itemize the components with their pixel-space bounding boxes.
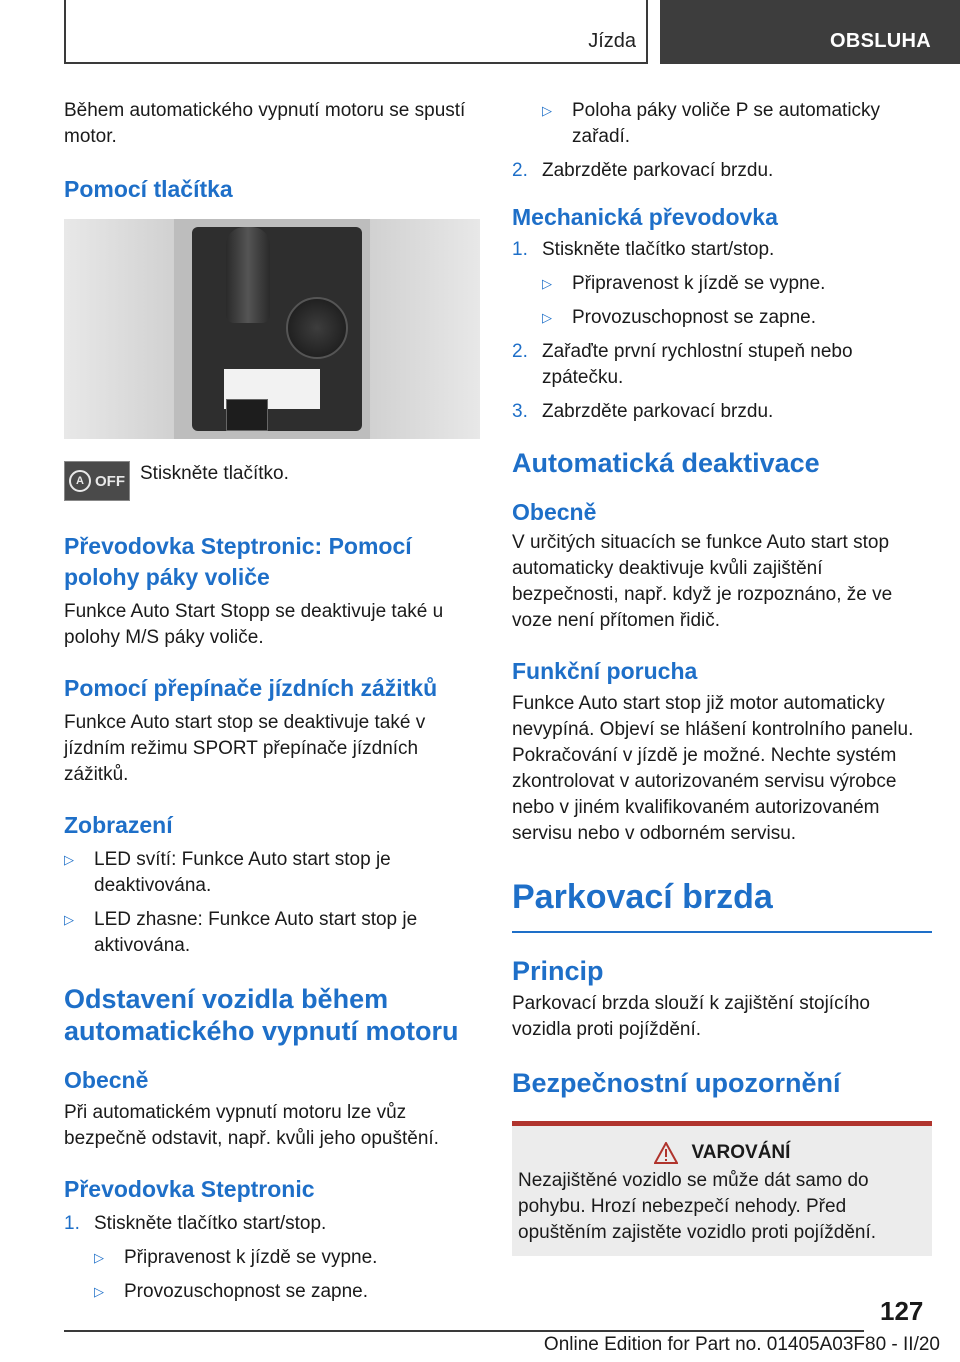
warning-triangle-icon xyxy=(654,1142,678,1164)
heading-parking-brake: Parkovací brzda xyxy=(512,878,773,916)
triangle-bullet-icon: ▷ xyxy=(542,276,552,291)
left-column xyxy=(64,98,480,1305)
display-item-1: ▷ LED svítí: Funkce Auto start stop je deaktivována. xyxy=(64,849,391,896)
steptronic-step-1: 1. Stiskněte tlačítko start/stop. xyxy=(64,1213,327,1234)
heading-auto-deactivation: Automatická deaktivace xyxy=(512,448,820,478)
button-instruction-row xyxy=(64,461,480,501)
manual-step-1: 1. Stiskněte tlačítko start/stop. xyxy=(512,239,775,260)
steptronic-step-2: 2. Zabrzděte parkovací brzdu. xyxy=(512,160,774,181)
heading-safety: Bezpečnostní upozornění xyxy=(512,1068,841,1098)
manual-step-3: 3. Zabrzděte parkovací brzdu. xyxy=(512,401,774,422)
press-button-text: Stiskněte tlačítko. xyxy=(140,463,289,484)
manual-sub-1: ▷ Připravenost k jízdě se vypne. xyxy=(542,271,932,297)
warning-title: VAROVÁNÍ xyxy=(691,1142,791,1163)
heading-steptronic-lever: Převodovka Steptronic: Pomocí polohy páky voliče xyxy=(64,533,412,590)
heading-parking: Odstavení vozidla během automatického vypnutí motoru xyxy=(64,984,459,1046)
warning-box xyxy=(512,1121,932,1256)
general-text-right: V určitých situacích se funkce Auto start stop automaticky deaktivuje kvůli zajištění bezpečnosti, např. když je rozpoznáno, že ve voze není přítomen řidič. xyxy=(512,532,893,631)
header-section-tab xyxy=(64,0,648,64)
heading-manual: Mechanická převodovka xyxy=(512,204,778,230)
principle-text: Parkovací brzda slouží k zajištění stojícího vozidla proti pojíždění. xyxy=(512,993,870,1040)
header-chapter-tab xyxy=(660,0,960,64)
heading-steptronic: Převodovka Steptronic xyxy=(64,1176,315,1202)
chapter-title: OBSLUHA xyxy=(830,30,931,52)
page-number: 127 xyxy=(880,1296,924,1326)
parking-brake-switch xyxy=(226,399,268,431)
edition-info: Online Edition for Part no. 01405A03F80 - II/20 xyxy=(543,1334,940,1355)
footer-rule xyxy=(64,1330,864,1332)
display-item-2: ▷ LED zhasne: Funkce Auto start stop je aktivována. xyxy=(64,909,418,956)
steptronic-lever-text: Funkce Auto Start Stopp se deaktivuje také u polohy M/S páky voliče. xyxy=(64,601,444,648)
heading-malfunction: Funkční porucha xyxy=(512,658,698,684)
heading-button: Pomocí tlačítka xyxy=(64,176,233,202)
steptronic-sub-1: ▷ Připravenost k jízdě se vypne. xyxy=(94,1245,480,1271)
intro-text: Během automatického vypnutí motoru se spustí motor. xyxy=(64,100,466,147)
heading-principle: Princip xyxy=(512,956,604,986)
manual-sub-2: ▷ Provozuschopnost se zapne. xyxy=(542,305,932,331)
auto-start-stop-circle-icon: A xyxy=(69,470,91,492)
triangle-bullet-icon: ▷ xyxy=(64,852,74,867)
heading-driving-switch: Pomocí přepínače jízdních zážitků xyxy=(64,675,438,701)
triangle-bullet-icon: ▷ xyxy=(94,1250,104,1265)
heading-general-right: Obecně xyxy=(512,499,597,525)
right-column xyxy=(512,98,932,1256)
icon-label: OFF xyxy=(95,472,125,490)
triangle-bullet-icon: ▷ xyxy=(542,310,552,325)
steptronic-sub-3: ▷ Poloha páky voliče P se automaticky zařadí. xyxy=(542,100,881,147)
manual-step-2: 2. Zařaďte první rychlostní stupeň nebo zpátečku. xyxy=(512,341,853,388)
warning-header xyxy=(518,1142,926,1164)
malfunction-text: Funkce Auto start stop již motor automaticky nevypíná. Objeví se hlášení kontrolního panelu. Pokračování v jízdě je možné. Nechte systém zkontrolovat v autorizovaném servisu výrobce nebo v jiném kvalifikovaném autorizovaném servisu nebo v odborném servisu. xyxy=(512,693,914,844)
steptronic-sub-2: ▷ Provozuschopnost se zapne. xyxy=(94,1279,480,1305)
auto-start-stop-off-icon xyxy=(64,461,130,501)
triangle-bullet-icon: ▷ xyxy=(64,912,74,927)
seat-right xyxy=(360,219,480,439)
triangle-bullet-icon: ▷ xyxy=(542,103,552,118)
section-title: Jízda xyxy=(588,30,636,52)
warning-text: Nezajištěné vozidlo se může dát samo do pohybu. Hrozí nebezpečí nehody. Před opuštěním zajistěte vozidlo proti pojíždění. xyxy=(518,1170,877,1243)
heading-display: Zobrazení xyxy=(64,812,173,838)
console-photo xyxy=(64,219,480,439)
triangle-bullet-icon: ▷ xyxy=(94,1284,104,1299)
seat-left xyxy=(64,219,184,439)
heading-rule xyxy=(512,931,932,933)
controller-dial xyxy=(286,297,348,359)
general-text-left: Při automatickém vypnutí motoru lze vůz bezpečně odstavit, např. kvůli jeho opuštění. xyxy=(64,1102,439,1149)
gear-lever xyxy=(226,227,270,323)
heading-general-left: Obecně xyxy=(64,1067,149,1093)
driving-switch-text: Funkce Auto start stop se deaktivuje také v jízdním režimu SPORT přepínače jízdních zážitků. xyxy=(64,712,426,785)
